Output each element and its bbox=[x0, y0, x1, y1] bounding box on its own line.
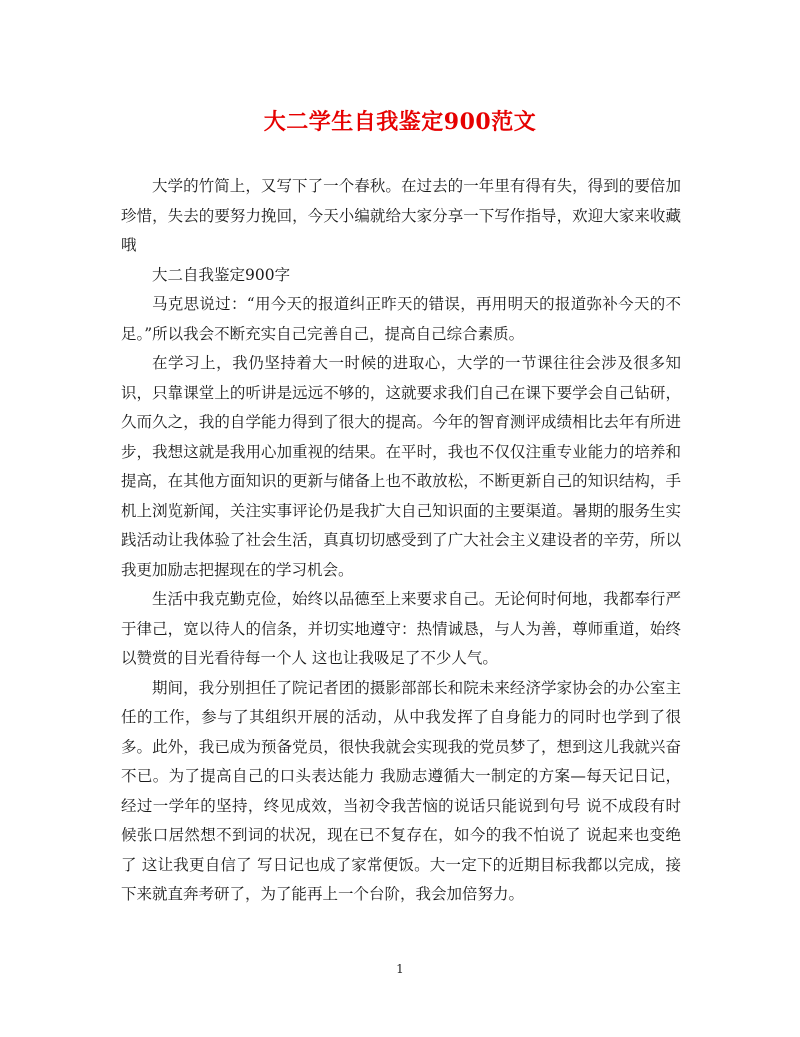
document-title: 大二学生自我鉴定900范文 bbox=[263, 109, 537, 135]
section-heading: 大二自我鉴定900字 bbox=[152, 265, 291, 284]
document-body bbox=[121, 172, 681, 910]
page-number: 1 bbox=[396, 962, 404, 976]
paragraph-life: 生活中我克勤克俭，始终以品德至上来要求自己。无论何时何地，我都奉行严于律己，宽以待人的信条，并切实地遵守：热情诚恳，与人为善，尊师重道，始终以赞赏的目光看待每一个人 这也让我吸足了不少人气。 bbox=[121, 590, 681, 667]
paragraph-study: 在学习上，我仍坚持着大一时候的进取心，大学的一节课往往会涉及很多知识，只靠课堂上的听讲是远远不够的，这就要求我们自己在课下要学会自己钻研，久而久之，我的自学能力得到了很大的提高。今年的智育测评成绩相比去年有所进步，我想这就是我用心加重视的结果。在平时，我也不仅仅注重专业能力的培养和提高，在其他方面知识的更新与储备上也不敢放松，不断更新自己的知识结构，手机上浏览新闻，关注实事评论仍是我扩大自己知识面的主要渠道。暑期的服务生实践活动让我体验了社会生活，真真切切感受到了广大社会主义建设者的辛劳，所以我更加励志把握现在的学习机会。 bbox=[121, 354, 681, 579]
paragraph-activities: 期间，我分别担任了院记者团的摄影部部长和院未来经济学家协会的办公室主任的工作，参与了其组织开展的活动，从中我发挥了自身能力的同时也学到了很多。此外，我已成为预备党员，很快我就会实现我的党员梦了，想到这儿我就兴奋不已。为了提高自己的口头表达能力 我励志遵循大一制定的方案—每天记日记，经过一学年的坚持，终见成效，当初令我苦恼的说话只能说到句号 说不成段有时候张口居然想不到词的状况，现在已不复存在，如今的我不怕说了 说起来也变绝了 这让我更自信了 写日记也成了家常便饭。大一定下的近期目标我都以完成，接下来就直奔考研了，为了能再上一个台阶，我会加倍努力。 bbox=[121, 678, 681, 903]
paragraph-quote: 马克思说过：“用今天的报道纠正昨天的错误，再用明天的报道弥补今天的不足。”所以我会不断充实自己完善自己，提高自己综合素质。 bbox=[121, 295, 681, 343]
paragraph-intro: 大学的竹简上，又写下了一个春秋。在过去的一年里有得有失，得到的要倍加珍惜，失去的要努力挽回，今天小编就给大家分享一下写作指导，欢迎大家来收藏哦 bbox=[121, 177, 681, 254]
